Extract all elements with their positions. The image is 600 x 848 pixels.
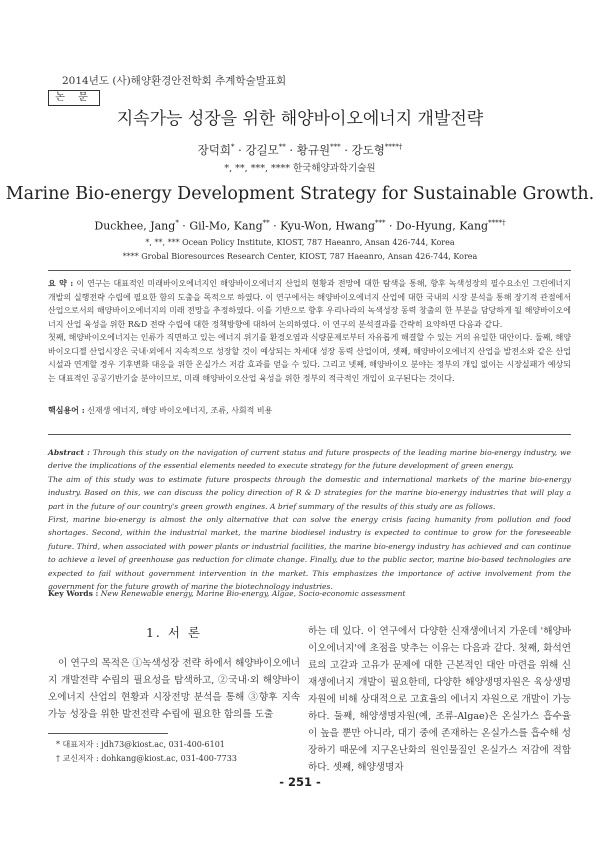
author-name: Kyu-Won, Hwang: [280, 219, 376, 233]
author-mark: *: [230, 143, 235, 152]
page-number: - 251 -: [279, 775, 321, 789]
authors-english: Duckhee, Jang* · Gil-Mo, Kang** · Kyu-Won, Hwang*** · Do-Hyung, Kang****†: [94, 219, 506, 233]
abstract-paragraph: [48, 277, 571, 331]
footnote: [56, 753, 237, 764]
footnote-mark: *: [56, 740, 60, 749]
footnote-text: 교신저자 : dohkang@kiost.ac, 031-400-7733: [62, 754, 237, 763]
paper-type-badge: 논 문: [48, 90, 100, 106]
affiliation-korean: *, **, ***, **** 한국해양과학기술원: [224, 163, 376, 174]
authors-korean: 장덕희* · 강길모** · 황규원*** · 강도형****†: [197, 143, 403, 157]
author-mark: *: [175, 219, 179, 227]
author-mark: ****†: [488, 219, 506, 227]
author-mark: ***: [375, 219, 386, 227]
title-english: Marine Bio-energy Development Strategy for Sustainable Growth.: [5, 184, 595, 204]
title-korean: 지속가능 성장을 위한 해양바이오에너지 개발전략: [116, 109, 484, 129]
section-body-left: 이 연구의 목적은 ①녹색성장 전략 하에서 해양바이오에너지 개발전략 수립의 필요성을 탐색하고, ②국내·외 해양바이오에너지 산업의 현황과 시장전망 분석을 통해 ③향후 지속가능 성장을 위한 발전전략 수립에 필요한 함의를 도출: [48, 658, 300, 720]
affiliation-english-2: **** Grobal Bioresources Research Center, KIOST, 787 Haeanro, Ansan 426-744, Korea: [122, 252, 478, 261]
author-mark: **: [262, 219, 270, 227]
section-heading: 1. 서 론: [145, 625, 203, 640]
keywords-label: Key Words :: [48, 589, 99, 598]
abstract-paragraph: [48, 446, 571, 473]
proceedings-header: 2014년도 (사)해양환경안전학회 추계학술발표회: [62, 75, 287, 87]
divider: [48, 270, 571, 271]
keywords-label: 핵심용어 :: [48, 405, 85, 415]
footnote: [56, 739, 225, 750]
footnote-mark: †: [56, 754, 60, 763]
left-column: [48, 623, 300, 723]
abstract-label: 요 약 :: [48, 278, 74, 288]
keywords-text: New Renewable energy, Marine Bio-energy, Algae, Socio-economic assessment: [100, 589, 406, 598]
author-name: Do-Hyung, Kang: [396, 219, 489, 233]
author-name: 장덕희: [197, 143, 231, 157]
keywords-english: [48, 589, 405, 598]
abstract-korean: [48, 277, 571, 385]
abstract-paragraph: 첫째, 해양바이오에너지는 인류가 직면하고 있는 에너지 위기를 환경오염과 식량문제로부터 자유롭게 해결할 수 있는 거의 유일한 대안이다. 둘째, 해양바이오디젤 산업시장은 국내·외에서 지속적으로 성장할 것이 예상되는 차세대 성장 동력 산업이며, 셋째, 해양바이오에너지 산업을 발전소와 같은 산업시설과 연계할 경우 기후변화 대응을 위한 온실가스 저감 효과를 얻을 수 있다. 그리고 넷째, 해양바이오 분야는 정부의 개입 없이는 시장실패가 예상되는 대표적인 공공기반기술 분야이므로, 미래 해양바이오산업 육성을 위한 정부의 적극적인 개입이 요구된다는 것이다.: [48, 333, 571, 383]
footnote-text: 대표저자 : jdh73@kiost.ac, 031-400-6101: [62, 740, 225, 749]
abstract-english: [48, 446, 571, 593]
affiliation-english-1: *, **, *** Ocean Policy Institute, KIOST, 787 Haeanro, Ansan 426-744, Korea: [145, 238, 455, 247]
footnote-divider: [48, 733, 168, 734]
author-mark: ****†: [384, 143, 403, 152]
author-mark: ***: [330, 143, 341, 152]
keywords-text: 신재생 에너지, 해양 바이오에너지, 조류, 사회적 비용: [87, 406, 273, 415]
divider: [48, 434, 571, 435]
author-mark: **: [278, 143, 286, 152]
abstract-paragraph: The aim of this study was to estimate future prospects through the domestic and international markets of the marine bio-energy industry. Based on this, we can discuss the policy direction of R & D strategies for the marine bio-energy industries that will play a part in the future of our country's green growth engines. A brief summary of the results of this study are as follows.: [48, 474, 571, 511]
author-name: 강길모: [245, 143, 279, 157]
author-name: 황규원: [296, 143, 331, 157]
abstract-label: Abstract :: [48, 448, 90, 457]
section-body-right: 하는 데 있다. 이 연구에서 다양한 신재생에너지 가운데 '해양바이오에너지'에 초점을 맞추는 이유는 다음과 같다. 첫째, 화석연료의 고갈과 고유가 문제에 대한 근본적인 대안 마련을 위해 신재생에너지 개발이 필요한데, 다양한 해양생명자원은 육상생명자원에 비해 상대적으로 고효율의 에너지 자원으로 개발이 가능하다. 둘째, 해양생명자원(예, 조류-Algae)은 온실가스 흡수율이 높을 뿐만 아니라, 대기 중에 존재하는 온실가스를 흡수해 성장하기 때문에 지구온난화의 원인물질인 온실가스 저감에 적합하다. 셋째, 해양생명자: [308, 626, 571, 773]
author-name: 강도형: [351, 143, 385, 157]
keywords-korean: [48, 405, 272, 416]
author-name: Gil-Mo, Kang: [189, 219, 263, 233]
abstract-paragraph: First, marine bio-energy is almost the only alternative that can solve the energy crisis facing humanity from pollution and food shortages. Second, within the industrial market, the marine biodiesel industry is expected to continue to grow for the foreseeable future. Third, when associated with power plants or industrial facilities, the marine bio-energy industry has achieved and can continue to achieve a level of greenhouse gas reduction for climate change. Finally, due to the public sector, marine bio-based technologies are expected to fail without government intervention in the market. This emphasizes the importance of active involvement from the government for the future growth of marine the biotechnology industries.: [48, 515, 571, 592]
author-name: Duckhee, Jang: [94, 219, 176, 233]
abstract-text: Through this study on the navigation of current status and future prospects of the leading marine bio-energy industry, we derive the implications of the essential elements needed to execute strategy for the future development of green energy.: [48, 448, 571, 471]
abstract-text: 이 연구는 대표적인 미래바이오에너지인 해양바이오에너지 산업의 현황과 전망에 대한 탐색을 통해, 향후 녹색성장의 필수요소인 그린에너지 개발의 실행전략 수립에 필요한 함의 도출을 목적으로 하였다. 이 연구에서는 해양바이오에너지 산업에 대한 국내의 시장 분석을 통해 장기적 관점에서 산업으로서의 해양바이오에너지의 미래 전망을 추정하였다. 이를 기반으로 향후 우리나라의 녹색성장 동력 창출의 한 부분을 담당하게 될 해양바이오에너지 산업 육성을 위한 R&D 전략 수립에 대한 정책방향에 대하여 논의하였다. 이 연구의 분석결과를 간략히 요약하면 다음과 같다.: [48, 279, 571, 329]
